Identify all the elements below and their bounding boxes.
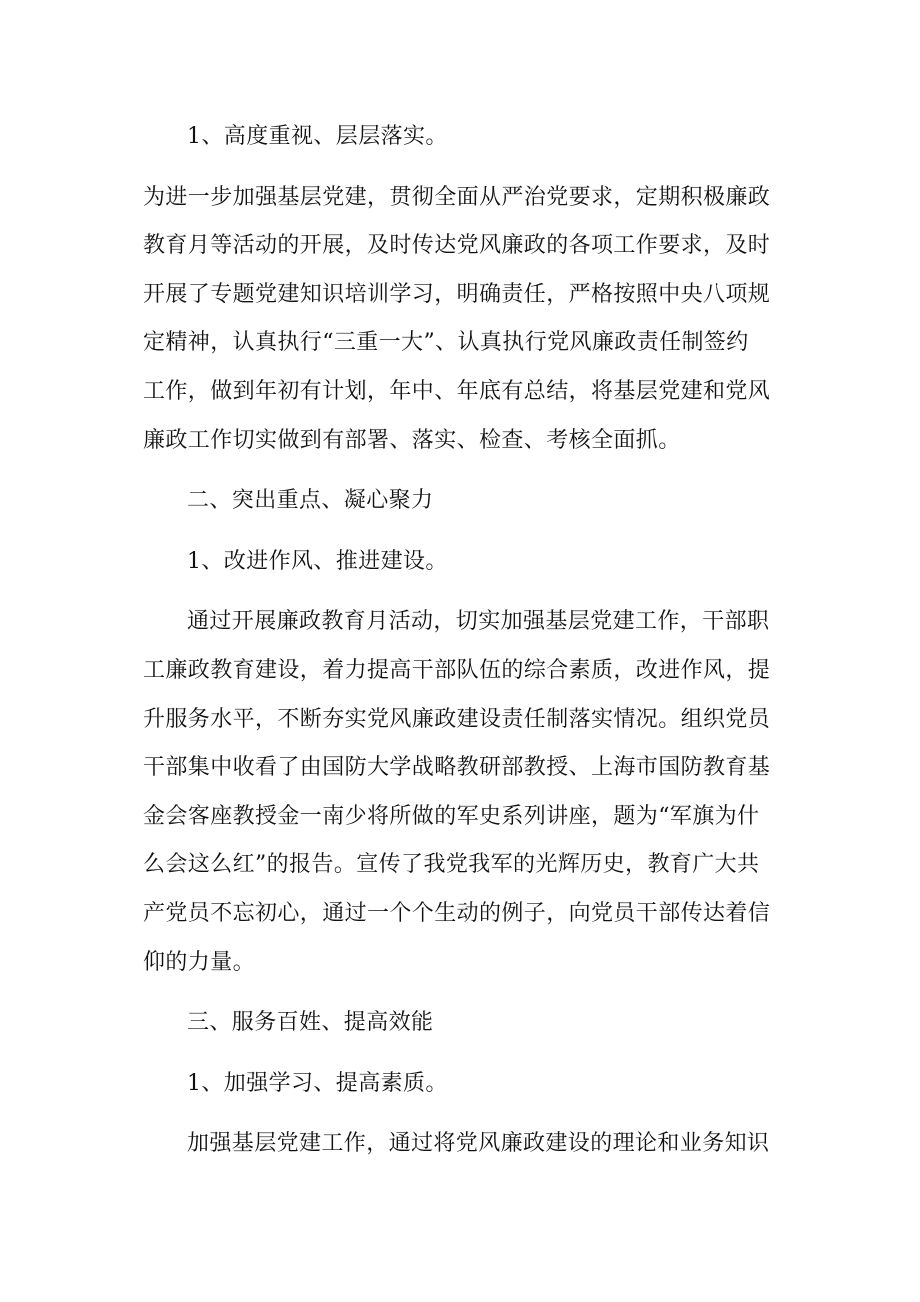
text-line: 工廉政教育建设，着力提高干部队伍的综合素质，改进作风，提 [143, 657, 771, 683]
text-line: 升服务水平，不断夯实党风廉政建设责任制落实情况。组织党员 [143, 706, 771, 732]
text-line: 1、加强学习、提高素质。 [187, 1070, 448, 1096]
text-line: 1、高度重视、层层落实。 [187, 124, 448, 149]
paragraph-1 [143, 174, 783, 466]
text-line: 金会客座教授金一南少将所做的军史系列讲座，题为“军旗为什 [143, 803, 760, 829]
text-line: 干部集中收看了由国防大学战略教研部教授、上海市国防教育基 [143, 755, 771, 781]
text-line: 1、改进作风、推进建设。 [187, 548, 448, 574]
section-heading-3 [143, 999, 783, 1048]
text-line: 产党员不忘初心，通过一个个生动的例子，向党员干部传达着信 [143, 900, 771, 926]
heading-1-1 [143, 113, 783, 162]
text-line: 加强基层党建工作，通过将党风廉政建设的理论和业务知识 [187, 1131, 770, 1157]
document-body [143, 113, 783, 1169]
paragraph-3 [143, 1120, 783, 1169]
text-line: 二、突出重点、凝心聚力 [187, 488, 434, 514]
heading-2-1 [143, 538, 783, 587]
text-line: 为进一步加强基层党建，贯彻全面从严治党要求，定期积极廉政 [143, 184, 771, 210]
text-line: 通过开展廉政教育月活动，切实加强基层党建工作，干部职 [187, 609, 770, 635]
text-line: 三、服务百姓、提高效能 [187, 1010, 434, 1036]
text-line: 廉政工作切实做到有部署、落实、检查、考核全面抓。 [143, 427, 681, 453]
text-line: 定精神，认真执行“三重一大”、认真执行党风廉政责任制签约 [143, 330, 749, 356]
text-line: 教育月等活动的开展，及时传达党风廉政的各项工作要求，及时 [143, 233, 771, 259]
heading-3-1 [143, 1060, 783, 1109]
section-heading-2 [143, 477, 783, 526]
text-line: 开展了专题党建知识培训学习，明确责任，严格按照中央八项规 [143, 281, 771, 307]
paragraph-2 [143, 598, 783, 987]
text-line: 么会这么红”的报告。宣传了我党我军的光辉历史，教育广大共 [143, 852, 760, 878]
text-line: 仰的力量。 [143, 949, 256, 975]
text-line: 工作，做到年初有计划，年中、年底有总结，将基层党建和党风 [143, 378, 771, 404]
